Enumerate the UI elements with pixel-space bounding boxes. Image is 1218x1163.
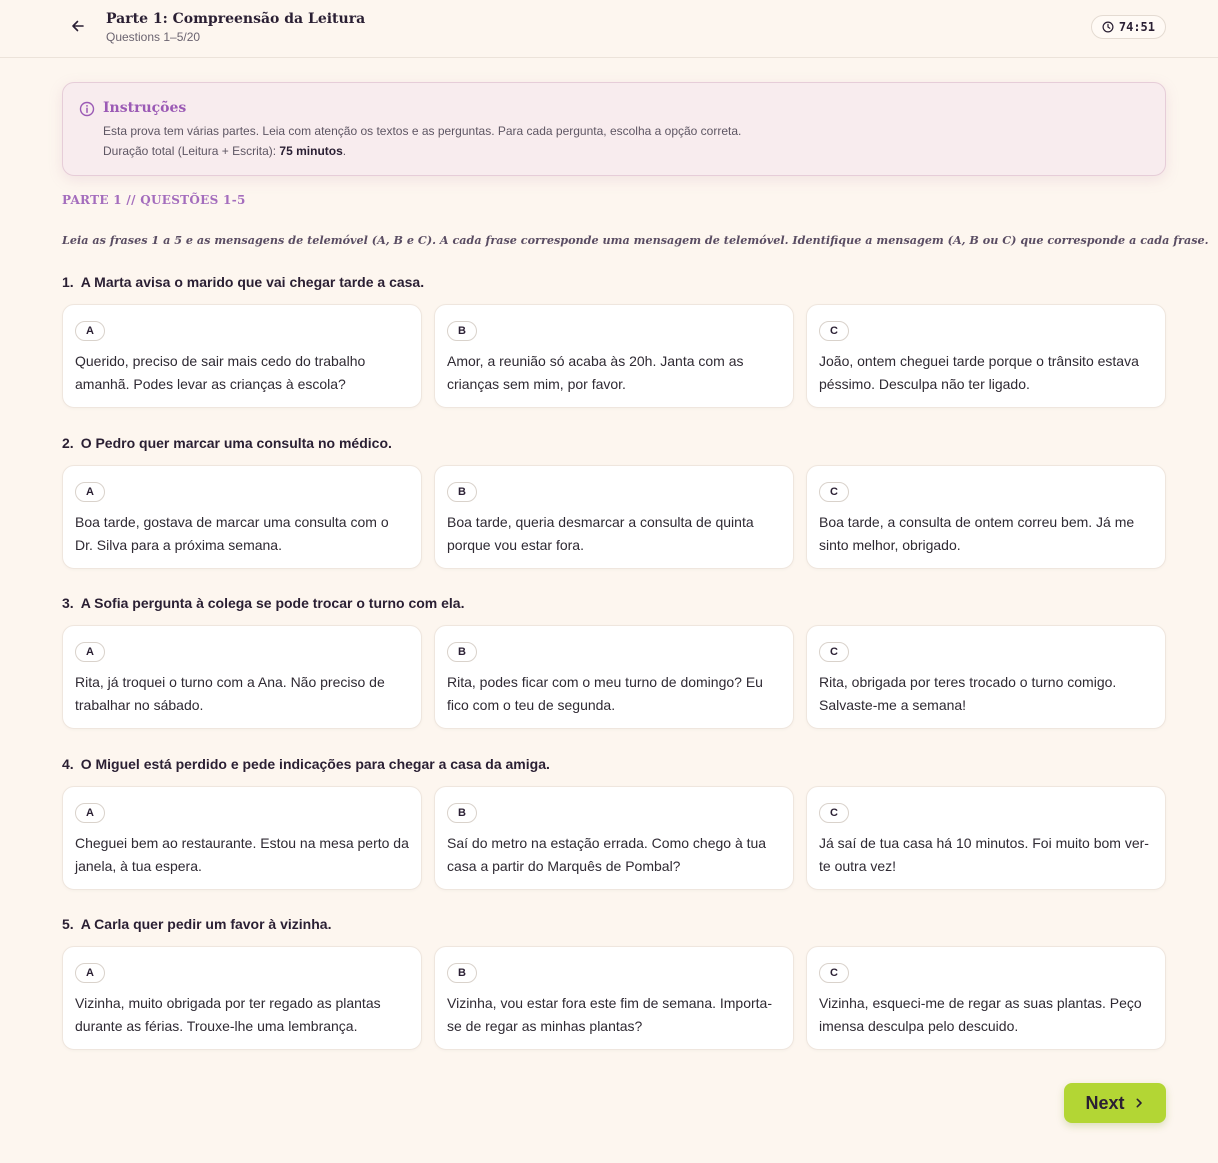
option-letter-badge: B xyxy=(447,642,477,662)
option-text: Amor, a reunião só acaba às 20h. Janta com as crianças sem mim, por favor. xyxy=(447,353,744,392)
next-button[interactable] xyxy=(1064,1083,1166,1123)
option-card-b[interactable] xyxy=(434,625,794,729)
option-letter-badge: C xyxy=(819,482,849,502)
option-letter-badge: A xyxy=(75,482,105,502)
top-bar xyxy=(0,0,1218,58)
option-letter-badge: C xyxy=(819,963,849,983)
option-card-a[interactable] xyxy=(62,465,422,569)
options-row xyxy=(62,946,1166,1050)
clock-icon xyxy=(1102,21,1114,33)
option-card-b[interactable] xyxy=(434,786,794,890)
option-text: Rita, obrigada por teres trocado o turno comigo. Salvaste-me a semana! xyxy=(819,674,1117,713)
option-card-c[interactable] xyxy=(806,465,1166,569)
option-text: Rita, podes ficar com o meu turno de domingo? Eu fico com o teu de segunda. xyxy=(447,674,763,713)
header-titles xyxy=(106,10,365,46)
option-letter-badge: C xyxy=(819,642,849,662)
duration-label: Duração total (Leitura + Escrita): xyxy=(103,144,280,158)
option-card-c[interactable] xyxy=(806,625,1166,729)
instructions-text: Esta prova tem várias partes. Leia com atenção os textos e as perguntas. Para cada pergunta, escolha a opção correta. xyxy=(103,124,742,138)
option-card-a[interactable] xyxy=(62,625,422,729)
option-letter-badge: B xyxy=(447,321,477,341)
page-title: Parte 1: Compreensão da Leitura xyxy=(106,11,366,27)
question-number: 4. xyxy=(62,756,74,772)
question-label: O Miguel está perdido e pede indicações para chegar a casa da amiga. xyxy=(80,756,550,772)
timer-value: 74:51 xyxy=(1118,20,1155,34)
question-text xyxy=(62,272,1166,292)
question-label: A Sofia pergunta à colega se pode trocar o turno com ela. xyxy=(80,595,465,611)
question-number: 2. xyxy=(62,435,74,451)
chevron-right-icon xyxy=(1133,1097,1145,1109)
option-text: Boa tarde, queria desmarcar a consulta de quinta porque vou estar fora. xyxy=(447,514,754,553)
question-label: A Carla quer pedir um favor à vizinha. xyxy=(80,916,332,932)
option-letter-badge: B xyxy=(447,963,477,983)
question-number: 3. xyxy=(62,595,74,611)
question-label: A Marta avisa o marido que vai chegar tarde a casa. xyxy=(80,274,425,290)
option-text: Vizinha, muito obrigada por ter regado as plantas durante as férias. Trouxe-lhe uma lembrança. xyxy=(75,995,381,1034)
question-text xyxy=(62,914,1166,934)
option-letter-badge: C xyxy=(819,803,849,823)
question-text xyxy=(62,593,1166,613)
option-text: Vizinha, vou estar fora este fim de semana. Importa-se de regar as minhas plantas? xyxy=(447,995,773,1034)
options-row xyxy=(62,625,1166,729)
question-3 xyxy=(62,593,1166,729)
options-row xyxy=(62,786,1166,890)
option-card-c[interactable] xyxy=(806,946,1166,1050)
instructions-title: Instruções xyxy=(103,100,187,116)
question-progress: Questions 1–5/20 xyxy=(106,30,201,44)
option-text: Boa tarde, gostava de marcar uma consulta com o Dr. Silva para a próxima semana. xyxy=(75,514,389,553)
duration-value: 75 minutos xyxy=(279,144,343,158)
option-text: Já saí de tua casa há 10 minutos. Foi muito bom ver-te outra vez! xyxy=(819,835,1149,874)
option-text: Boa tarde, a consulta de ontem correu bem. Já me sinto melhor, obrigado. xyxy=(819,514,1135,553)
option-card-a[interactable] xyxy=(62,786,422,890)
question-number: 5. xyxy=(62,916,74,932)
info-icon xyxy=(79,101,95,117)
option-card-c[interactable] xyxy=(806,304,1166,408)
duration-suffix: . xyxy=(342,144,347,158)
option-letter-badge: B xyxy=(447,803,477,823)
timer-badge xyxy=(1091,15,1166,39)
question-number: 1. xyxy=(62,274,74,290)
option-card-a[interactable] xyxy=(62,946,422,1050)
option-text: João, ontem cheguei tarde porque o trânsito estava péssimo. Desculpa não ter ligado. xyxy=(819,353,1139,392)
option-card-b[interactable] xyxy=(434,304,794,408)
option-text: Vizinha, esqueci-me de regar as suas plantas. Peço imensa desculpa pelo descuido. xyxy=(819,995,1142,1034)
back-button[interactable] xyxy=(66,14,90,38)
options-row xyxy=(62,465,1166,569)
duration-text xyxy=(103,144,346,158)
question-1 xyxy=(62,272,1166,408)
options-row xyxy=(62,304,1166,408)
option-text: Rita, já troquei o turno com a Ana. Não preciso de trabalhar no sábado. xyxy=(75,674,385,713)
option-card-a[interactable] xyxy=(62,304,422,408)
arrow-left-icon xyxy=(70,18,86,34)
question-text xyxy=(62,754,1166,774)
option-letter-badge: A xyxy=(75,321,105,341)
part-description: Leia as frases 1 a 5 e as mensagens de telemóvel (A, B e C). A cada frase corresponde uma mensagem de telemóvel. Identifique a mensagem (A, B ou C) que corresponde a cada frase. xyxy=(62,233,1209,247)
option-card-b[interactable] xyxy=(434,465,794,569)
option-letter-badge: A xyxy=(75,642,105,662)
question-5 xyxy=(62,914,1166,1050)
part-label: PARTE 1 // QUESTÕES 1-5 xyxy=(62,193,246,207)
question-2 xyxy=(62,433,1166,569)
option-letter-badge: A xyxy=(75,803,105,823)
option-card-b[interactable] xyxy=(434,946,794,1050)
option-text: Cheguei bem ao restaurante. Estou na mesa perto da janela, à tua espera. xyxy=(75,835,409,874)
option-letter-badge: B xyxy=(447,482,477,502)
option-card-c[interactable] xyxy=(806,786,1166,890)
option-letter-badge: A xyxy=(75,963,105,983)
option-text: Querido, preciso de sair mais cedo do trabalho amanhã. Podes levar as crianças à escola? xyxy=(75,353,366,392)
instructions-panel xyxy=(62,82,1166,176)
next-label: Next xyxy=(1085,1092,1125,1113)
question-text xyxy=(62,433,1166,453)
question-4 xyxy=(62,754,1166,890)
question-label: O Pedro quer marcar uma consulta no médico. xyxy=(80,435,392,451)
option-text: Saí do metro na estação errada. Como chego à tua casa a partir do Marquês de Pombal? xyxy=(447,835,767,874)
option-letter-badge: C xyxy=(819,321,849,341)
